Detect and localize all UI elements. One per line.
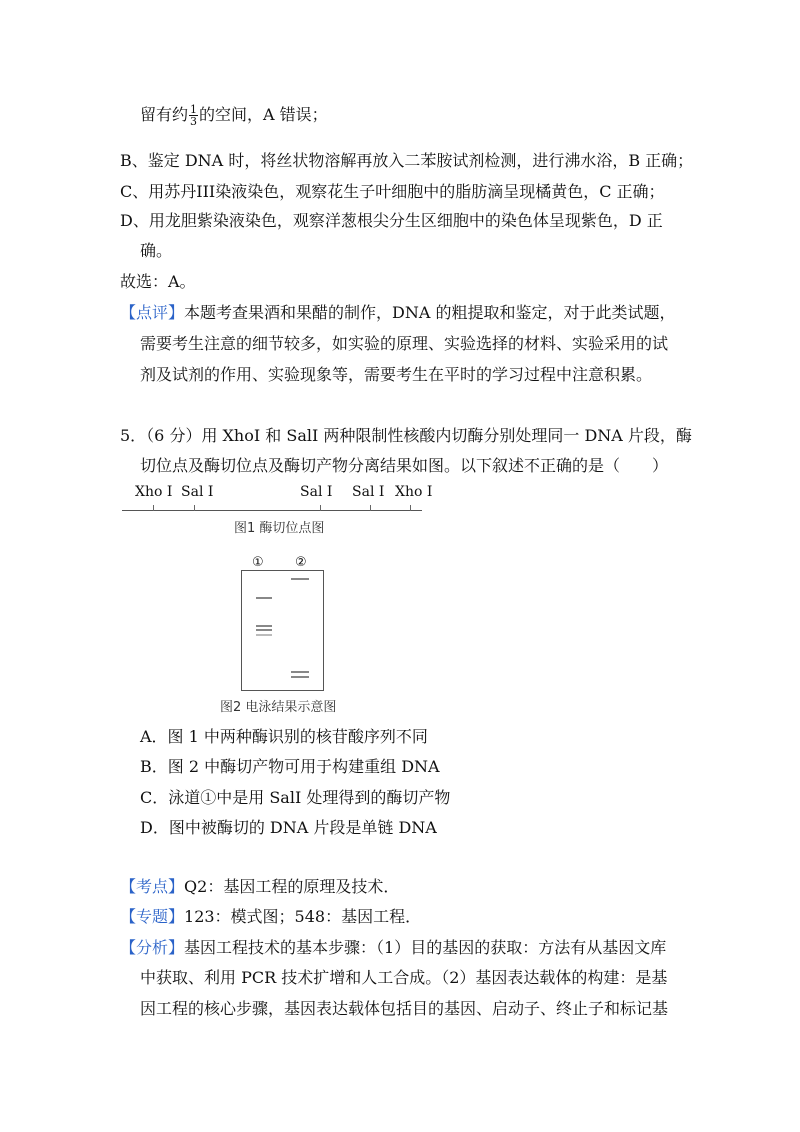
kaodian-text: Q2：基因工程的原理及技术． bbox=[184, 877, 400, 896]
option-d-explanation: D、用龙胆紫染液染色，观察洋葱根尖分生区细胞中的染色体呈现紫色，D 正 bbox=[120, 211, 663, 230]
site-label-sali-3: Sal Ⅰ bbox=[352, 484, 385, 500]
lane-2-label: ② bbox=[295, 555, 307, 570]
option-a: A．图 1 中两种酶识别的核苷酸序列不同 bbox=[140, 727, 428, 746]
site-label-sali-1: Sal Ⅰ bbox=[181, 484, 214, 500]
review-tag: 【点评】 bbox=[120, 303, 185, 322]
zhuanti-text: 123：模式图；548：基因工程． bbox=[184, 907, 422, 926]
prev-line-1-pre: 留有约 bbox=[140, 105, 189, 124]
dna-line bbox=[122, 510, 422, 511]
gel-band bbox=[256, 597, 272, 599]
gel-band bbox=[256, 625, 272, 627]
fenxi-line-2: 中获取、利用 PCR 技术扩增和人工合成。（2）基因表达载体的构建：是基 bbox=[140, 968, 668, 987]
option-d-explanation-cont: 确。 bbox=[140, 241, 173, 260]
site-tick bbox=[410, 505, 411, 511]
zhuanti-tag: 【专题】 bbox=[120, 907, 185, 926]
fenxi-text-1: 基因工程技术的基本步骤：（1）目的基因的获取：方法有从基因文库 bbox=[184, 938, 667, 957]
option-b: B．图 2 中酶切产物可用于构建重组 DNA bbox=[140, 757, 440, 776]
site-label-sali-2: Sal Ⅰ bbox=[300, 484, 333, 500]
option-d: D．图中被酶切的 DNA 片段是单链 DNA bbox=[140, 818, 437, 837]
option-c: C．泳道①中是用 SalI 处理得到的酶切产物 bbox=[140, 788, 451, 807]
gel-band bbox=[291, 671, 309, 673]
kaodian-tag: 【考点】 bbox=[120, 877, 185, 896]
site-tick bbox=[153, 505, 154, 511]
prev-line-1-post: 的空间，A 错误； bbox=[199, 105, 328, 124]
gel-band bbox=[256, 634, 272, 636]
gel-band bbox=[291, 578, 309, 580]
review-line-3: 剂及试剂的作用、实验现象等，需要考生在平时的学习过程中注意积累。 bbox=[140, 365, 653, 384]
lane-1-label: ① bbox=[252, 555, 264, 570]
fraction bbox=[189, 104, 198, 127]
review-line-1 bbox=[120, 302, 676, 324]
site-tick bbox=[194, 505, 195, 511]
question-5-stem-2: 切位点及酶切位点及酶切产物分离结果如图。以下叙述不正确的是（ ） bbox=[140, 456, 669, 475]
question-5-stem-1: 5．（6 分）用 XhoI 和 SalI 两种限制性核酸内切酶分别处理同一 DNA 片段，酶 bbox=[120, 426, 692, 445]
answer-line: 故选：A。 bbox=[120, 272, 196, 291]
gel-box bbox=[241, 570, 324, 691]
figure-2-caption: 图2 电泳结果示意图 bbox=[220, 700, 337, 715]
site-tick bbox=[320, 505, 321, 511]
site-label-xhoi-1: Xho Ⅰ bbox=[135, 484, 173, 500]
figure-1-caption: 图1 酶切位点图 bbox=[234, 521, 325, 536]
option-b-explanation: B、鉴定 DNA 时，将丝状物溶解再放入二苯胺试剂检测，进行沸水浴，B 正确； bbox=[120, 151, 694, 170]
site-tick bbox=[370, 505, 371, 511]
kaodian-line bbox=[120, 876, 399, 898]
zhuanti-line bbox=[120, 906, 421, 928]
fraction-numerator: 1 bbox=[190, 103, 198, 116]
fenxi-line-1 bbox=[120, 937, 666, 959]
fenxi-tag: 【分析】 bbox=[120, 938, 185, 957]
fenxi-line-3: 因工程的核心步骤，基因表达载体包括目的基因、启动子、终止子和标记基 bbox=[140, 999, 669, 1018]
prev-line-1 bbox=[140, 104, 328, 127]
gel-band bbox=[256, 629, 272, 631]
fraction-denominator: 3 bbox=[190, 115, 198, 128]
option-c-explanation: C、用苏丹III染液染色，观察花生子叶细胞中的脂肪滴呈现橘黄色，C 正确； bbox=[120, 182, 665, 201]
review-text-1: 本题考查果酒和果醋的制作，DNA 的粗提取和鉴定，对于此类试题， bbox=[184, 303, 676, 322]
site-label-xhoi-2: Xho Ⅰ bbox=[395, 484, 433, 500]
review-line-2: 需要考生注意的细节较多，如实验的原理、实验选择的材料、实验采用的试 bbox=[140, 334, 669, 353]
gel-band bbox=[291, 676, 309, 678]
